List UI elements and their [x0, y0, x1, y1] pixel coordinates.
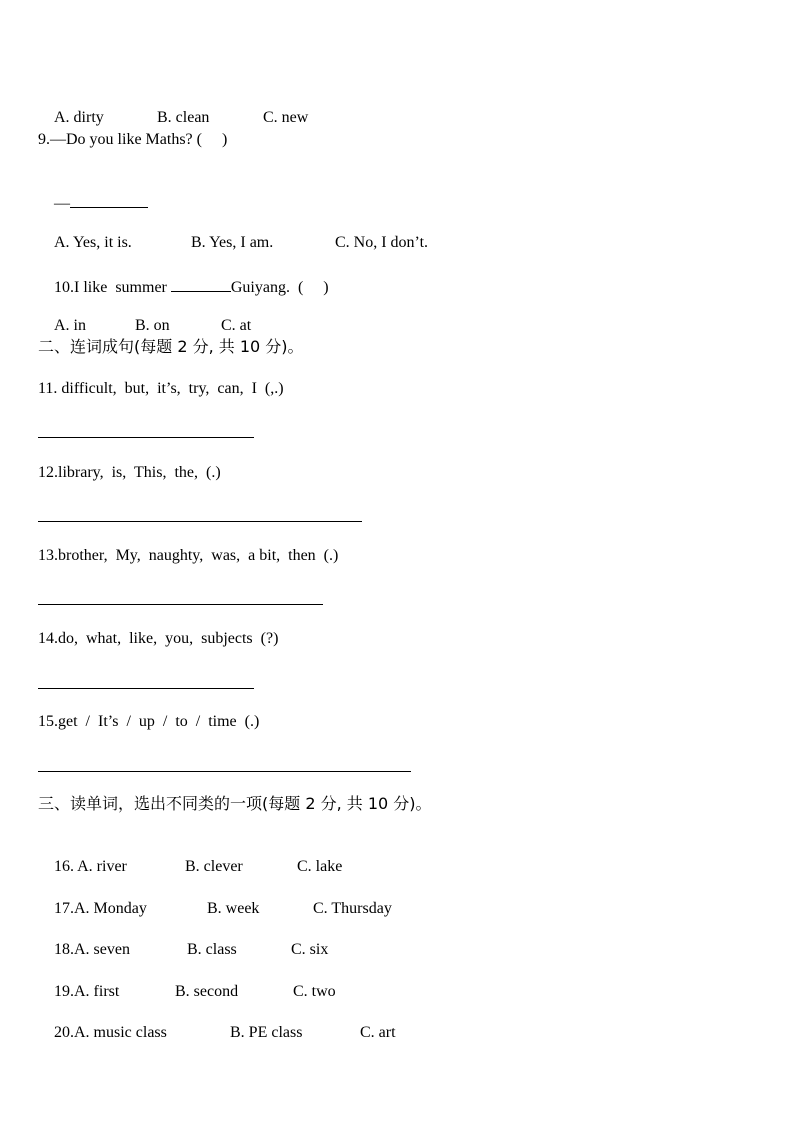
q11-words: 11. difficult, but, it’s, try, can, I (,.) [38, 380, 284, 397]
q8-option-c: C. new [263, 109, 309, 126]
q11-answer-line[interactable] [38, 437, 254, 438]
q20-option-a: 20.A. music class [54, 1024, 167, 1041]
q16-option-a: 16. A. river [54, 858, 127, 875]
q14-answer-line[interactable] [38, 688, 254, 689]
q12-words: 12.library, is, This, the, (.) [38, 464, 221, 481]
q9-question: 9.—Do you like Maths? ( ) [38, 131, 228, 148]
q14-words: 14.do, what, like, you, subjects (?) [38, 630, 279, 647]
q10-option-a: A. in [54, 317, 86, 334]
q16-option-c: C. lake [297, 858, 343, 875]
q13-words: 13.brother, My, naughty, was, a bit, then (.) [38, 547, 339, 564]
q19-option-b: B. second [175, 983, 239, 1000]
q8-option-a: A. dirty [54, 109, 104, 126]
q16-option-b: B. clever [185, 858, 243, 875]
q15-answer-line[interactable] [38, 771, 411, 772]
q10-blank[interactable] [171, 275, 231, 292]
q17-option-b: B. week [207, 900, 260, 917]
q18-option-b: B. class [187, 941, 237, 958]
q18-option-a: 18.A. seven [54, 941, 130, 958]
q8-option-b: B. clean [157, 109, 210, 126]
q15-words: 15.get / It’s / up / to / time (.) [38, 713, 260, 730]
q13-answer-line[interactable] [38, 604, 323, 605]
q17-option-a: 17.A. Monday [54, 900, 147, 917]
q9-option-c: C. No, I don’t. [335, 234, 429, 251]
q12-answer-line[interactable] [38, 521, 362, 522]
q20-option-b: B. PE class [230, 1024, 303, 1041]
section2-heading: 二、连词成句(每题 2 分, 共 10 分)。 [38, 337, 304, 356]
q19-option-c: C. two [293, 983, 336, 1000]
q20-option-c: C. art [360, 1024, 396, 1041]
q10-question-start: 10.I like summer [54, 279, 171, 296]
q10-question-end: Guiyang. ( ) [230, 279, 329, 296]
q9-option-b: B. Yes, I am. [191, 234, 274, 251]
q10-option-c: C. at [221, 317, 252, 334]
q9-dash: — [54, 195, 70, 212]
q18-option-c: C. six [291, 941, 329, 958]
q20-options [38, 1003, 396, 1063]
section3-heading: 三、读单词，选出不同类的一项(每题 2 分, 共 10 分)。 [38, 794, 432, 813]
q9-answer-blank[interactable] [70, 191, 148, 208]
q9-option-a: A. Yes, it is. [54, 234, 132, 251]
q10-option-b: B. on [135, 317, 170, 334]
q17-option-c: C. Thursday [313, 900, 392, 917]
q19-option-a: 19.A. first [54, 983, 120, 1000]
